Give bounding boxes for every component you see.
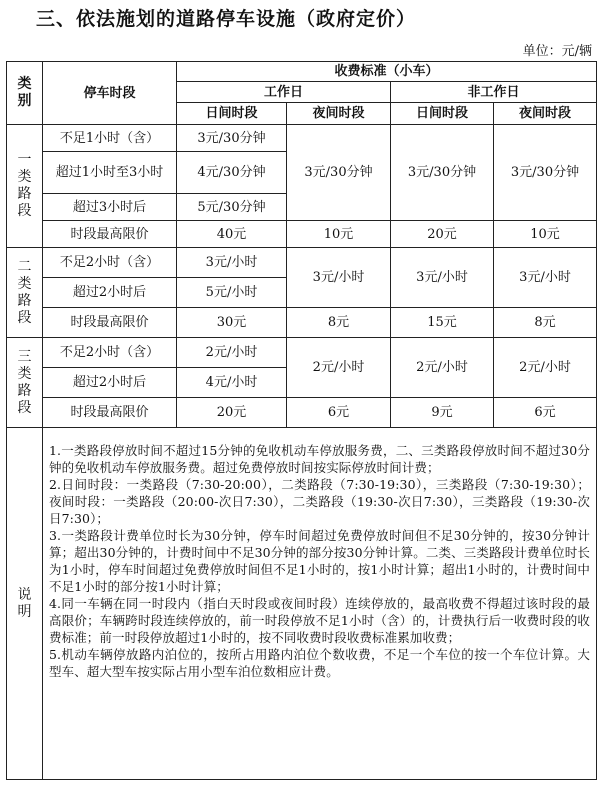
cat1-period-2: 超过1小时至3小时 [43, 152, 177, 194]
category-1-label: 一 类 路 段 [7, 125, 43, 248]
cat1-max-workday-day: 40元 [177, 221, 287, 248]
cat3-period-1: 不足2小时（含） [43, 338, 177, 368]
cat1-max-nonworkday-day: 20元 [391, 221, 494, 248]
note-item-2: 2.日间时段：一类路段（7:30-20:00），二类路段（7:30-19:30），三类路段（7:30-19:30）；夜间时段：一类路段（20:00-次日7:30），二类路段（19:30-次日7:30），三类路段（19:30-次日7:30）； [49, 477, 591, 526]
cat2-nonworkday-day: 3元/小时 [391, 248, 494, 308]
note-item-4: 4.同一车辆在同一时段内（指白天时段或夜间时段）连续停放的，最高收费不得超过该时段的最高限价；车辆跨时段连续停放的，前一时段停放不足1小时（含）的，计费执行后一收费时段的收费标准；前一时段停放超过1小时的，按不同收费时段收费标准累加收费； [49, 596, 591, 645]
cat2-workday-day-2: 5元/小时 [177, 278, 287, 308]
cat2-period-1: 不足2小时（含） [43, 248, 177, 278]
cat2-workday-night: 3元/小时 [287, 248, 391, 308]
header-workday-day: 日间时段 [177, 103, 287, 125]
page-title: 三、依法施划的道路停车设施（政府定价） [36, 8, 417, 30]
header-workday-night: 夜间时段 [287, 103, 391, 125]
cat2-max-nonworkday-day: 15元 [391, 308, 494, 338]
note-item-1: 1.一类路段停放时间不超过15分钟的免收机动车停放服务费，二、三类路段停放时间不超过30分钟的免收机动车停放服务费。超过免费停放时间按实际停放时间计费； [49, 443, 591, 475]
header-category: 类 别 [7, 62, 43, 125]
unit-label: 单位：元/辆 [522, 44, 592, 59]
cat3-max-workday-night: 6元 [287, 398, 391, 428]
cat3-workday-day-2: 4元/小时 [177, 368, 287, 398]
cat2-workday-day-1: 3元/小时 [177, 248, 287, 278]
parking-fee-table [6, 61, 597, 780]
notes-label: 说 明 [7, 428, 43, 780]
cat1-max-workday-night: 10元 [287, 221, 391, 248]
cat2-max-label: 时段最高限价 [43, 308, 177, 338]
cat1-max-nonworkday-night: 10元 [494, 221, 597, 248]
header-period: 停车时段 [43, 62, 177, 125]
header-nonworkday-night: 夜间时段 [494, 103, 597, 125]
cat3-period-2: 超过2小时后 [43, 368, 177, 398]
cat1-period-3: 超过3小时后 [43, 194, 177, 221]
cat3-workday-night: 2元/小时 [287, 338, 391, 398]
cat1-workday-day-2: 4元/30分钟 [177, 152, 287, 194]
cat3-max-label: 时段最高限价 [43, 398, 177, 428]
header-non-workday: 非工作日 [391, 82, 597, 103]
cat1-workday-day-3: 5元/30分钟 [177, 194, 287, 221]
cat2-period-2: 超过2小时后 [43, 278, 177, 308]
notes-content [43, 428, 597, 780]
cat2-max-workday-night: 8元 [287, 308, 391, 338]
cat1-nonworkday-day: 3元/30分钟 [391, 125, 494, 221]
cat1-period-1: 不足1小时（含） [43, 125, 177, 152]
header-fee-standard: 收费标准（小车） [177, 62, 597, 82]
cat1-workday-day-1: 3元/30分钟 [177, 125, 287, 152]
cat3-max-nonworkday-day: 9元 [391, 398, 494, 428]
cat3-workday-day-1: 2元/小时 [177, 338, 287, 368]
header-nonworkday-day: 日间时段 [391, 103, 494, 125]
cat1-nonworkday-night: 3元/30分钟 [494, 125, 597, 221]
header-workday: 工作日 [177, 82, 391, 103]
category-2-label: 二 类 路 段 [7, 248, 43, 338]
category-3-label: 三 类 路 段 [7, 338, 43, 428]
cat3-nonworkday-day: 2元/小时 [391, 338, 494, 398]
cat2-max-nonworkday-night: 8元 [494, 308, 597, 338]
cat3-max-workday-day: 20元 [177, 398, 287, 428]
cat2-max-workday-day: 30元 [177, 308, 287, 338]
cat1-workday-night: 3元/30分钟 [287, 125, 391, 221]
cat3-nonworkday-night: 2元/小时 [494, 338, 597, 398]
cat3-max-nonworkday-night: 6元 [494, 398, 597, 428]
cat2-nonworkday-night: 3元/小时 [494, 248, 597, 308]
note-item-5: 5.机动车辆停放路内泊位的，按所占用路内泊位个数收费，不足一个车位的按一个车位计算。大型车、超大型车按实际占用小型车泊位数相应计费。 [49, 647, 591, 679]
cat1-max-label: 时段最高限价 [43, 221, 177, 248]
note-item-3: 3.一类路段计费单位时长为30分钟，停车时间超过免费停放时间但不足30分钟的，按30分钟计算；超出30分钟的，计费时间中不足30分钟的部分按30分钟计算。二类、三类路段计费单位时长为1小时，停车时间超过免费停放时间但不足1小时的，按1小时计算；超出1小时的，计费时间中不足1小时的部分按1小时计算； [49, 528, 591, 594]
